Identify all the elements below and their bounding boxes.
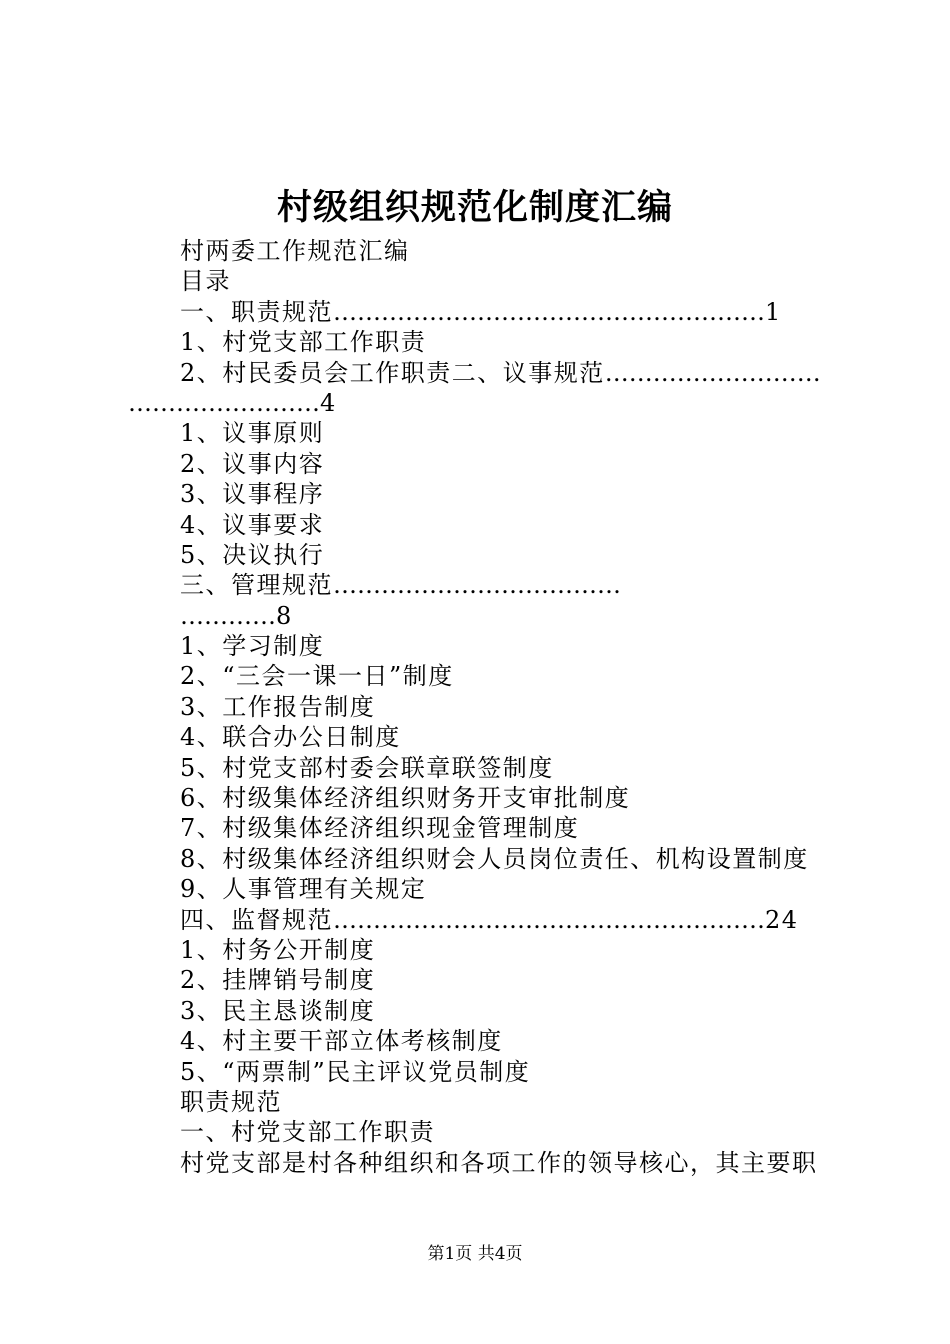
- line-text: 4、联合办公日制度: [180, 723, 401, 752]
- body-line: [180, 874, 840, 904]
- body-line: [180, 327, 840, 357]
- toc-entry-label: 三、管理规范: [180, 571, 333, 600]
- body-line: [180, 510, 840, 540]
- line-text: 村党支部是村各种组织和各项工作的领导核心，其主要职: [180, 1148, 818, 1177]
- toc-entry-continuation: [180, 601, 840, 631]
- toc-entry: [180, 297, 840, 327]
- body-line: [180, 661, 840, 691]
- toc-page-number: 4: [320, 388, 337, 417]
- page-footer: 第1页 共4页: [427, 1244, 523, 1264]
- toc-leader-dots: ………………………………………………: [333, 297, 765, 326]
- line-text: 9、人事管理有关规定: [180, 875, 427, 904]
- body-line: [180, 844, 840, 874]
- line-text: 2、挂牌销号制度: [180, 966, 376, 995]
- toc-leader-dots: ………………………: [604, 358, 821, 387]
- body-line: [180, 1057, 840, 1087]
- body-line: [180, 753, 840, 783]
- paragraph-line: [180, 1148, 840, 1178]
- toc-entry: [180, 570, 840, 600]
- document-title: 村级组织规范化制度汇编: [276, 187, 673, 228]
- body-line: [180, 722, 840, 752]
- line-text: 7、村级集体经济组织现金管理制度: [180, 814, 580, 843]
- line-text: 2、议事内容: [180, 449, 325, 478]
- body-line: [180, 935, 840, 965]
- toc-leader-dots: ………………………………: [333, 571, 621, 600]
- body-line: [180, 692, 840, 722]
- line-text: 3、工作报告制度: [180, 692, 376, 721]
- toc-page-number: 1: [765, 297, 782, 326]
- body-line: [180, 813, 840, 843]
- body-line: [180, 479, 840, 509]
- line-text: 4、议事要求: [180, 510, 325, 539]
- line-text: 村两委工作规范汇编: [180, 237, 410, 265]
- body-line: [180, 783, 840, 813]
- body-line: [180, 540, 840, 570]
- line-text: 5、村党支部村委会联章联签制度: [180, 753, 554, 782]
- line-text: 4、村主要干部立体考核制度: [180, 1027, 503, 1056]
- line-text: 1、学习制度: [180, 632, 325, 661]
- toc-entry-label: 一、职责规范: [180, 297, 333, 326]
- line-text: 6、村级集体经济组织财务开支审批制度: [180, 784, 631, 813]
- line-text: 1、村务公开制度: [180, 935, 376, 964]
- line-text: 3、议事程序: [180, 480, 325, 509]
- section-heading: [180, 1087, 840, 1117]
- line-text: 一、村党支部工作职责: [180, 1118, 435, 1147]
- body-line: [180, 418, 840, 448]
- line-text: 8、村级集体经济组织财会人员岗位责任、机构设置制度: [180, 844, 809, 873]
- body-line: [180, 236, 840, 266]
- toc-entry-continuation: [128, 388, 840, 418]
- line-text: 5、“两票制”民主评议党员制度: [180, 1057, 531, 1086]
- line-text: 1、村党支部工作职责: [180, 328, 427, 357]
- section-subheading: [180, 1117, 840, 1147]
- body-line: [180, 965, 840, 995]
- line-text: 5、决议执行: [180, 540, 325, 569]
- toc-entry-label: 2、村民委员会工作职责二、议事规范: [180, 358, 605, 387]
- body-line: [180, 1026, 840, 1056]
- line-text: 2、“三会一课一日”制度: [180, 662, 454, 691]
- toc-leader-dots: ………………………………………………: [333, 905, 765, 934]
- toc-leader-dots: …………: [180, 601, 276, 630]
- body-line: [180, 631, 840, 661]
- toc-entry: [180, 905, 840, 935]
- line-text: 3、民主恳谈制度: [180, 996, 376, 1025]
- body-line: [180, 449, 840, 479]
- body-line: [180, 266, 840, 296]
- toc-entry: [180, 358, 840, 388]
- line-text: 职责规范: [180, 1087, 282, 1116]
- toc-leader-dots: ……………………: [128, 388, 320, 417]
- document-body: [128, 236, 840, 1178]
- toc-page-number: 24: [765, 905, 799, 934]
- toc-entry-label: 四、监督规范: [180, 905, 333, 934]
- line-text: 1、议事原则: [180, 419, 325, 448]
- toc-page-number: 8: [276, 601, 293, 630]
- body-line: [180, 996, 840, 1026]
- line-text: 目录: [180, 267, 231, 296]
